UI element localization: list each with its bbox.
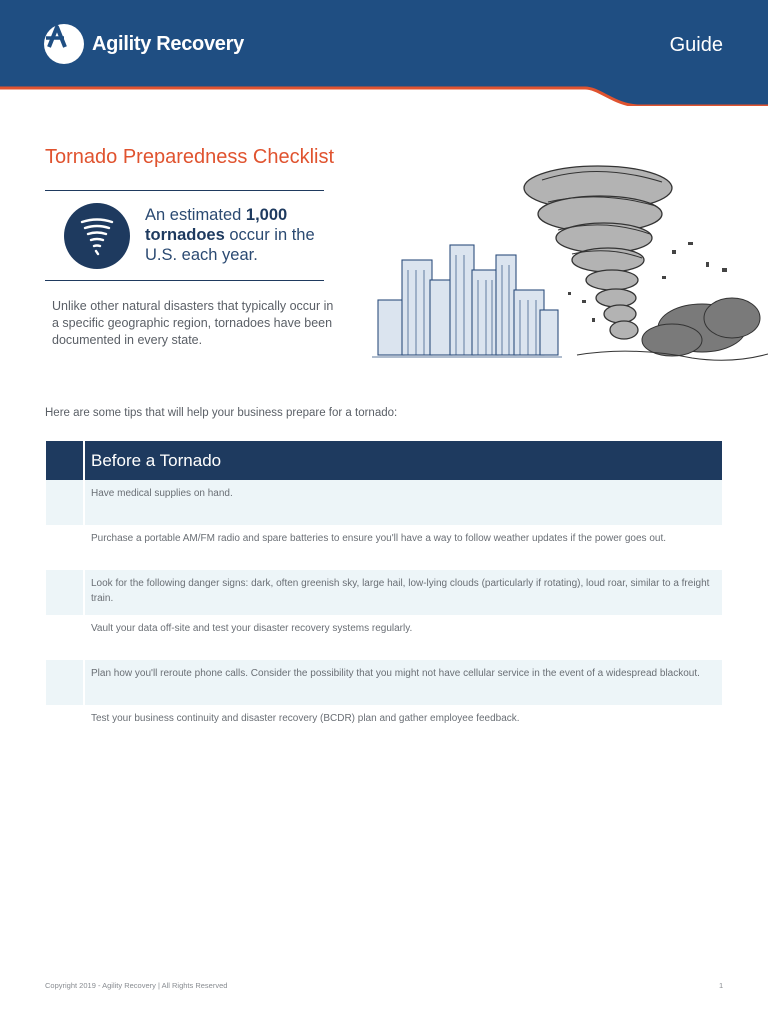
checklist-table [46,441,722,750]
checklist-row [46,480,722,525]
brand-name: Agility Recovery [92,32,244,55]
checklist-heading: Before a Tornado [85,441,722,480]
checklist-row [46,570,722,615]
tornado-icon [64,203,130,269]
checkbox-column-header [46,441,83,480]
stat-suffix-2: the U.S. each year. [145,226,315,264]
intro-paragraph: Unlike other natural disasters that typically occur in a specific geographic region, tornadoes have been documented in every state. [52,299,334,347]
checklist-row [46,660,722,705]
checklist-checkbox[interactable] [46,660,83,705]
stat-suffix-1: occur in [224,226,288,244]
page-title: Tornado Preparedness Checklist [45,146,335,168]
footer-copyright: Copyright 2019 - Agility Recovery | All Rights Reserved [45,981,228,990]
checklist-header [46,441,722,480]
checklist-row [46,525,722,570]
checklist-checkbox[interactable] [46,615,83,660]
page-number: 1 [719,981,724,990]
checklist-row [46,705,722,750]
stat-prefix: An estimated [145,206,246,224]
checklist-item-text: Have medical supplies on hand. [85,480,722,525]
checklist-checkbox[interactable] [46,705,83,750]
document-type-label: Guide [669,34,723,56]
checklist-item-text: Plan how you'll reroute phone calls. Consider the possibility that you might not have cellular service in the event of a widespread blackout. [85,660,722,705]
checklist-checkbox[interactable] [46,570,83,615]
stat-number: 1,000 [245,206,288,224]
agility-logo-icon [44,24,84,64]
checklist-item-text: Look for the following danger signs: dark, often greenish sky, large hail, low-lying clouds (particularly if rotating), loud roar, similar to a freight train. [85,570,722,615]
stat-divider-top [45,190,324,191]
stat-bold-word: tornadoes [145,226,225,244]
tornado-city-illustration [372,150,768,370]
stat-divider-bottom [45,280,324,281]
checklist-checkbox[interactable] [46,480,83,525]
brand[interactable] [44,24,244,64]
checklist-item-text: Test your business continuity and disaster recovery (BCDR) plan and gather employee feedback. [91,713,520,724]
checklist-row [46,615,722,660]
header-banner [0,0,768,106]
checklist-item-text: Vault your data off-site and test your disaster recovery systems regularly. [91,623,413,634]
checklist-item-text: Purchase a portable AM/FM radio and spare batteries to ensure you'll have a way to follow weather updates if the power goes out. [91,533,667,544]
tips-intro: Here are some tips that will help your business prepare for a tornado: [45,407,398,419]
checklist-checkbox[interactable] [46,525,83,570]
stat-statement [145,205,320,265]
